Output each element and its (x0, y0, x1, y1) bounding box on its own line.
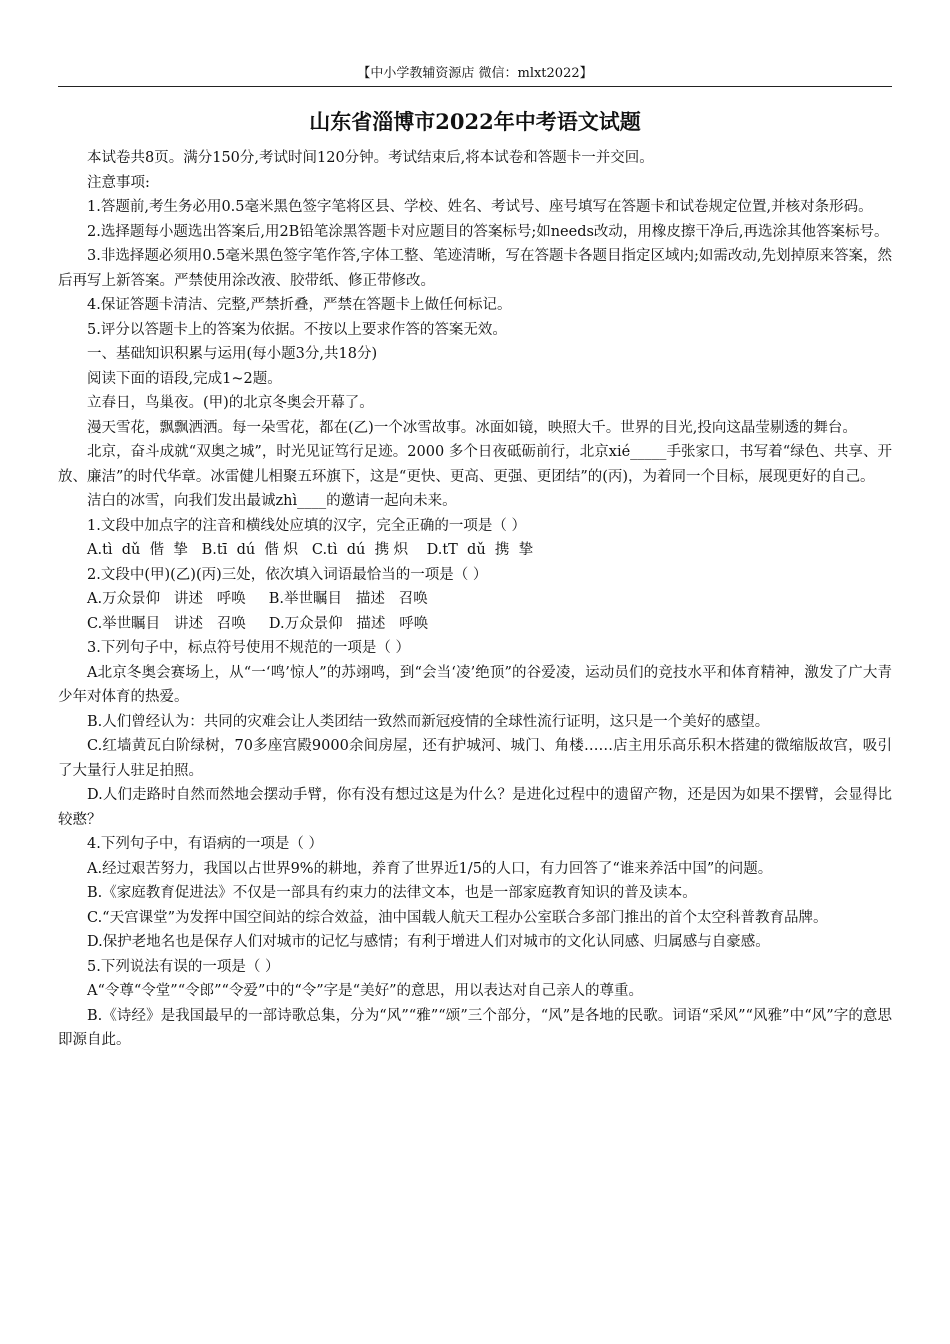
notice-item-1: 1.答题前,考生务必用0.5毫米黑色签字笔将区县、学校、姓名、考试号、座号填写在答题卡和试卷规定位置,并核对条形码。 (87, 199, 873, 215)
section-heading: 一、基础知识积累与运用(每小题3分,共18分) (87, 346, 378, 362)
question-5-option-b: B.《诗经》是我国最早的一部诗歌总集，分为“风”“雅”“颂”三个部分，“风”是各地的民歌。词语“采风”“风雅”中“风”字的意思即源自此。 (58, 1007, 892, 1048)
question-5-option-a: A“令尊“令堂”“令郎”“令爱”中的“令”字是“美好”的意思，用以表达对自己亲人的尊重。 (87, 983, 644, 999)
question-4-option-a: A.经过艰苦努力，我国以占世界9%的耕地，养育了世界近1/5的人口，有力回答了“谁来养活中国”的问题。 (87, 860, 773, 877)
document-body (58, 146, 892, 1053)
intro-paragraph: 本试卷共8页。满分150分,考试时间120分钟。考试结束后,将本试卷和答题卡一并交回。 (87, 150, 654, 166)
question-3-option-a: A北京冬奥会赛场上，从“一‘鸣’惊人”的苏翊鸣，到“会当‘凌’绝顶”的谷爱凌，运动员们的竞技水平和体育精神，激发了广大青少年对体育的热爱。 (58, 664, 892, 705)
page-header: 【中小学教辅资源店 微信：mlxt2022】 (357, 66, 593, 81)
notice-item-2: 2.选择题每小题选出答案后,用2B铅笔涂黑答题卡对应题目的答案标号;如needs改动，用橡皮擦干净后,再选涂其他答案标号。 (87, 223, 889, 240)
notice-item-4: 4.保证答题卡清洁、完整,严禁折叠，严禁在答题卡上做任何标记。 (87, 297, 512, 313)
question-1-options: A.tì dǔ 偕 挚 B.tī dú 偕 炽 C.tì dú 携 炽 D.tT dǔ 携 挚 (87, 542, 534, 558)
passage-paragraph-3: 北京，奋斗成就“双奥之城”，时光见证笃行足迹。2000 多个日夜砥砺前行，北京xié_____手张家口，书写着“绿色、共享、开放、廉洁”的时代华章。冰雷健儿相聚五环旗下，这是“更快、更高、更强、更团结”的(丙)，为着同一个目标，展现更好的自己。 (58, 444, 892, 485)
header-divider (58, 86, 892, 87)
passage-paragraph-2: 漫天雪花，飘飘洒洒。每一朵雪花，都在(乙)一个冰雪故事。冰面如镜，映照大千。世界的目光,投向这晶莹剔透的舞台。 (87, 419, 857, 436)
question-3-option-c: C.红墙黄瓦白阶绿树，70多座宫殿9000余间房屋，还有护城河、城门、角楼……店主用乐高乐积木搭建的微缩版故宫，吸引了大量行人驻足拍照。 (58, 738, 892, 779)
question-2-options-cd: C.举世瞩目 讲述 召唤 D.万众景仰 描述 呼唤 (87, 615, 429, 632)
question-3: 3.下列句子中，标点符号使用不规范的一项是（ ） (87, 640, 410, 656)
reading-instruction: 阅读下面的语段,完成1~2题。 (87, 370, 282, 387)
question-4: 4.下列句子中，有语病的一项是（ ） (87, 836, 323, 852)
question-2: 2.文段中(甲)(乙)(丙)三处，依次填入词语最恰当的一项是（ ） (87, 566, 488, 583)
question-2-options-ab: A.万众景仰 讲述 呼唤 B.举世瞩目 描述 召唤 (87, 591, 428, 607)
question-3-option-b: B.人们曾经认为：共同的灾难会让人类团结一致然而新冠疫情的全球性流行证明，这只是一个美好的感望。 (87, 713, 770, 730)
notice-item-3: 3.非选择题必须用0.5毫米黑色签字笔作答,字体工整、笔迹清晰，写在答题卡各题目指定区域内;如需改动,先划掉原来答案，然后再写上新答案。严禁使用涂改液、胶带纸、修正带修改。 (58, 248, 892, 289)
question-3-option-d: D.人们走路时自然而然地会摆动手臂，你有没有想过这是为什么？是进化过程中的遗留产物，还是因为如果不摆臂，会显得比较憨？ (58, 787, 892, 828)
question-4-option-d: D.保护老地名也是保存人们对城市的记忆与感情；有利于增进人们对城市的文化认同感、归属感与自豪感。 (87, 934, 770, 950)
question-5: 5.下列说法有误的一项是（ ） (87, 958, 280, 975)
question-4-option-b: B.《家庭教育促进法》不仅是一部具有约束力的法律文本，也是一部家庭教育知识的普及读本。 (87, 885, 697, 901)
passage-paragraph-1: 立春日，鸟巢夜。(甲)的北京冬奥会开幕了。 (87, 395, 374, 411)
question-1: 1.文段中加点字的注音和横线处应填的汉字，完全正确的一项是（ ） (87, 517, 526, 534)
question-4-option-c: C.“天宫课堂”为发挥中国空间站的综合效益，油中国载人航天工程办公室联合多部门推出的首个太空科普教育品牌。 (87, 909, 828, 926)
notice-item-5: 5.评分以答题卡上的答案为依据。不按以上要求作答的答案无效。 (87, 321, 507, 338)
page-title: 山东省淄博市2022年中考语文试题 (309, 109, 641, 134)
notice-heading: 注意事项: (87, 174, 150, 191)
passage-paragraph-4: 洁白的冰雪，向我们发出最诚zhì____的邀请一起向未来。 (87, 493, 457, 509)
